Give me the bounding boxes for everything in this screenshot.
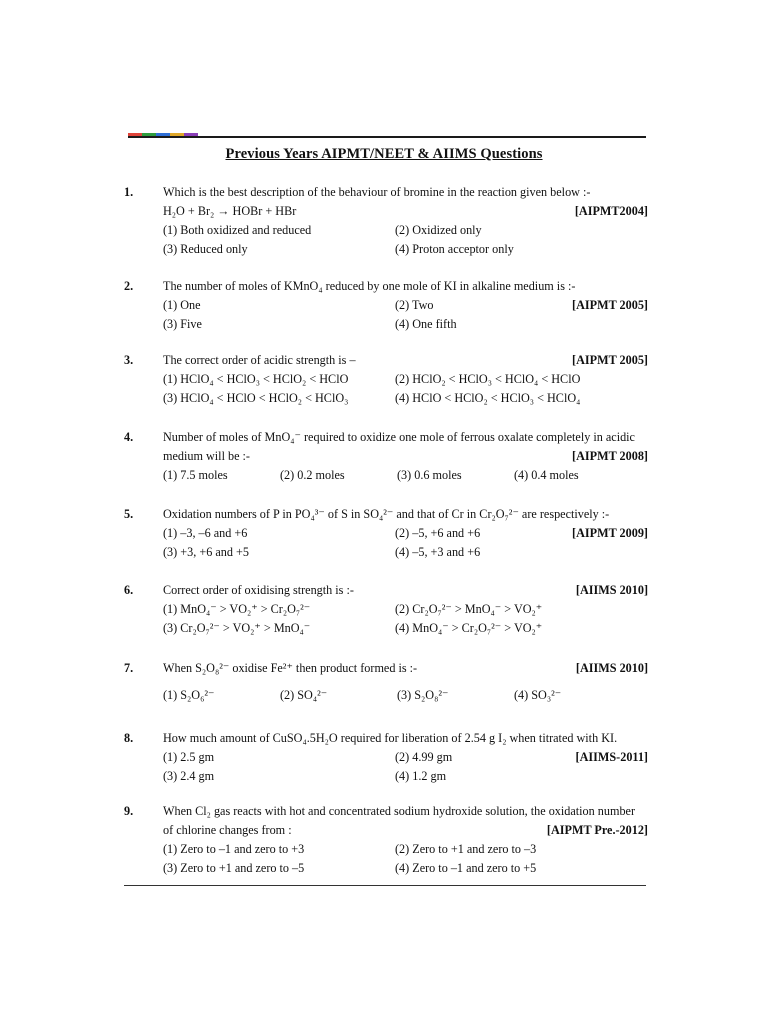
exam-tag: [AIIMS 2010] xyxy=(575,661,648,675)
question-stem: Oxidation numbers of P in PO₄³⁻ of S in SO₄²⁻ and that of Cr in Cr₂O₇²⁻ are respectively :- xyxy=(163,507,610,521)
question-stem: When Cl₂ gas reacts with hot and concentrated sodium hydroxide solution, the oxidation number xyxy=(163,804,636,818)
option-4: (4) MnO₄⁻ > Cr₂O₇²⁻ > VO₂⁺ xyxy=(395,621,543,635)
exam-tag: [AIPMT Pre.-2012] xyxy=(546,823,648,837)
question-stem-continued: of chlorine changes from : xyxy=(163,823,292,837)
question-9 xyxy=(124,802,648,878)
bottom-rule xyxy=(124,885,646,886)
option-2: (2) Zero to +1 and zero to –3 xyxy=(395,842,537,856)
option-4: (4) 1.2 gm xyxy=(395,769,447,783)
exam-tag: [AIPMT 2009] xyxy=(572,526,648,540)
question-stem: Correct order of oxidising strength is :- xyxy=(163,583,354,597)
question-1 xyxy=(124,183,648,259)
exam-tag: [AIPMT 2008] xyxy=(572,449,648,463)
page-title: Previous Years AIPMT/NEET & AIIMS Questions xyxy=(225,146,543,162)
exam-tag: [AIPMT 2005] xyxy=(572,353,648,367)
option-1: (1) HClO₄ < HClO₃ < HClO₂ < HClO xyxy=(163,372,349,386)
option-1: (1) Both oxidized and reduced xyxy=(163,223,312,237)
question-number: 8. xyxy=(124,731,134,745)
option-2: (2) 4.99 gm xyxy=(395,750,453,764)
option-4: (4) HClO < HClO₂ < HClO₃ < HClO₄ xyxy=(395,391,581,405)
top-rule xyxy=(128,136,646,138)
option-1: (1) 2.5 gm xyxy=(163,750,215,764)
option-4: (4) Zero to –1 and zero to +5 xyxy=(395,861,537,875)
question-8 xyxy=(124,729,648,786)
question-number: 1. xyxy=(124,185,134,199)
question-number: 2. xyxy=(124,279,134,293)
question-number: 3. xyxy=(124,353,134,367)
option-2: (2) Two xyxy=(395,298,434,312)
question-stem: The number of moles of KMnO₄ reduced by one mole of KI in alkaline medium is :- xyxy=(163,279,576,293)
question-stem: How much amount of CuSO₄.5H₂O required for liberation of 2.54 g I₂ when titrated with KI. xyxy=(163,731,618,745)
option-2: (2) HClO₂ < HClO₃ < HClO₄ < HClO xyxy=(395,372,581,386)
option-4: (4) Proton acceptor only xyxy=(395,242,514,256)
question-equation: H₂O + Br₂ → HOBr + HBr xyxy=(163,204,297,218)
option-1: (1) Zero to –1 and zero to +3 xyxy=(163,842,305,856)
question-number: 9. xyxy=(124,804,134,818)
question-6 xyxy=(124,581,648,638)
option-3: (3) 0.6 moles xyxy=(397,468,462,482)
option-3: (3) S₂O₈²⁻ xyxy=(397,688,449,702)
question-stem-continued: medium will be :- xyxy=(163,449,250,463)
question-4 xyxy=(124,428,648,485)
exam-tag: [AIIMS-2011] xyxy=(575,750,648,764)
option-4: (4) One fifth xyxy=(395,317,457,331)
option-1: (1) MnO₄⁻ > VO₂⁺ > Cr₂O₇²⁻ xyxy=(163,602,311,616)
option-2: (2) –5, +6 and +6 xyxy=(395,526,481,540)
question-stem: When S₂O₈²⁻ oxidise Fe²⁺ then product formed is :- xyxy=(163,661,418,675)
option-3: (3) Cr₂O₇²⁻ > VO₂⁺ > MnO₄⁻ xyxy=(163,621,311,635)
question-number: 6. xyxy=(124,583,134,597)
option-4: (4) SO₃²⁻ xyxy=(514,688,562,702)
option-4: (4) 0.4 moles xyxy=(514,468,579,482)
option-1: (1) One xyxy=(163,298,201,312)
option-3: (3) Five xyxy=(163,317,202,331)
question-7 xyxy=(124,659,648,705)
question-5 xyxy=(124,505,648,562)
question-number: 7. xyxy=(124,661,134,675)
question-stem: The correct order of acidic strength is – xyxy=(163,353,356,367)
question-number: 4. xyxy=(124,430,134,444)
question-3 xyxy=(124,351,648,408)
option-1: (1) 7.5 moles xyxy=(163,468,228,482)
option-2: (2) 0.2 moles xyxy=(280,468,345,482)
option-3: (3) 2.4 gm xyxy=(163,769,215,783)
option-4: (4) –5, +3 and +6 xyxy=(395,545,481,559)
exam-tag: [AIPMT 2005] xyxy=(572,298,648,312)
question-2 xyxy=(124,277,648,334)
question-number: 5. xyxy=(124,507,134,521)
exam-tag: [AIPMT2004] xyxy=(574,204,648,218)
option-1: (1) S₂O₆²⁻ xyxy=(163,688,215,702)
exam-tag: [AIIMS 2010] xyxy=(575,583,648,597)
option-3: (3) +3, +6 and +5 xyxy=(163,545,249,559)
option-1: (1) –3, –6 and +6 xyxy=(163,526,248,540)
option-2: (2) Cr₂O₇²⁻ > MnO₄⁻ > VO₂⁺ xyxy=(395,602,543,616)
option-3: (3) Reduced only xyxy=(163,242,248,256)
option-2: (2) SO₄²⁻ xyxy=(280,688,328,702)
question-stem: Number of moles of MnO₄⁻ required to oxidize one mole of ferrous oxalate completely in acidic xyxy=(163,430,635,444)
option-3: (3) Zero to +1 and zero to –5 xyxy=(163,861,305,875)
option-3: (3) HClO₄ < HClO < HClO₂ < HClO₃ xyxy=(163,391,349,405)
option-2: (2) Oxidized only xyxy=(395,223,482,237)
question-stem: Which is the best description of the behaviour of bromine in the reaction given below :- xyxy=(163,185,591,199)
